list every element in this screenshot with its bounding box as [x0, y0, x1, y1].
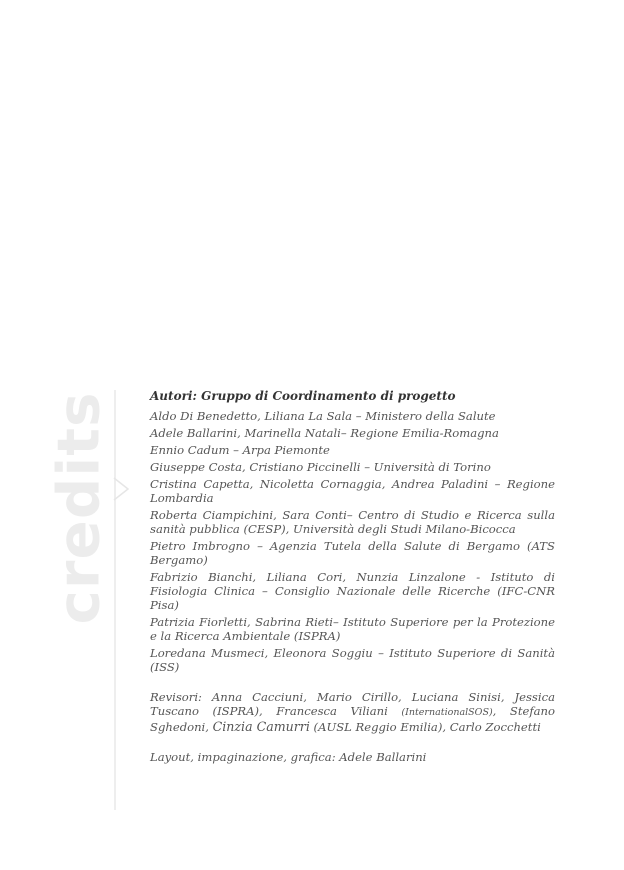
author-entry: Fabrizio Bianchi, Liliana Cori, Nunzia Linzalone - Istituto di Fisiologia Clinica – Consiglio Nazionale delle Ricerche (IFC-CNR Pisa) [150, 570, 555, 612]
author-entry: Adele Ballarini, Marinella Natali– Regione Emilia-Romagna [150, 426, 499, 440]
author-entry: Giuseppe Costa, Cristiano Piccinelli – Università di Torino [150, 460, 491, 474]
reviewers-name-large: Cinzia Camurri [212, 719, 310, 734]
author-entry: Ennio Cadum – Arpa Piemonte [150, 443, 330, 457]
credits-content [150, 389, 555, 764]
vertical-divider [114, 390, 116, 810]
author-entry: Roberta Ciampichini, Sara Conti– Centro di Studio e Ricerca sulla sanità pubblica (CESP), Università degli Studi Milano-Bicocca [150, 508, 555, 536]
reviewers-paragraph [150, 690, 555, 734]
layout-credit: Layout, impaginazione, grafica: Adele Ballarini [150, 750, 427, 764]
author-entry: Aldo Di Benedetto, Liliana La Sala – Ministero della Salute [150, 409, 496, 423]
chevron-right-icon [104, 477, 132, 501]
reviewers-text-3: (AUSL Reggio Emilia), Carlo Zocchetti [309, 720, 541, 734]
authors-heading: Autori: Gruppo di Coordinamento di progetto [150, 389, 456, 403]
author-entry: Loredana Musmeci, Eleonora Soggiu – Istituto Superiore di Sanità (ISS) [150, 646, 555, 674]
author-entry: Pietro Imbrogno – Agenzia Tutela della Salute di Bergamo (ATS Bergamo) [150, 539, 555, 567]
reviewers-text-2: , Stefano Sghedoni, [150, 704, 555, 734]
credits-side-label [44, 391, 112, 624]
reviewers-affiliation-small: (InternationalSOS) [401, 707, 493, 718]
author-entry: Patrizia Fiorletti, Sabrina Rieti– Istituto Superiore per la Protezione e la Ricerca Ambientale (ISPRA) [150, 615, 555, 643]
reviewers-text: Revisori: Anna Cacciuni, Mario Cirillo, Luciana Sinisi, Jessica Tuscano (ISPRA), Francesca Viliani [150, 690, 555, 718]
credits-side-label-text: credits [44, 391, 112, 624]
author-entry: Cristina Capetta, Nicoletta Cornaggia, Andrea Paladini – Regione Lombardia [150, 477, 555, 505]
